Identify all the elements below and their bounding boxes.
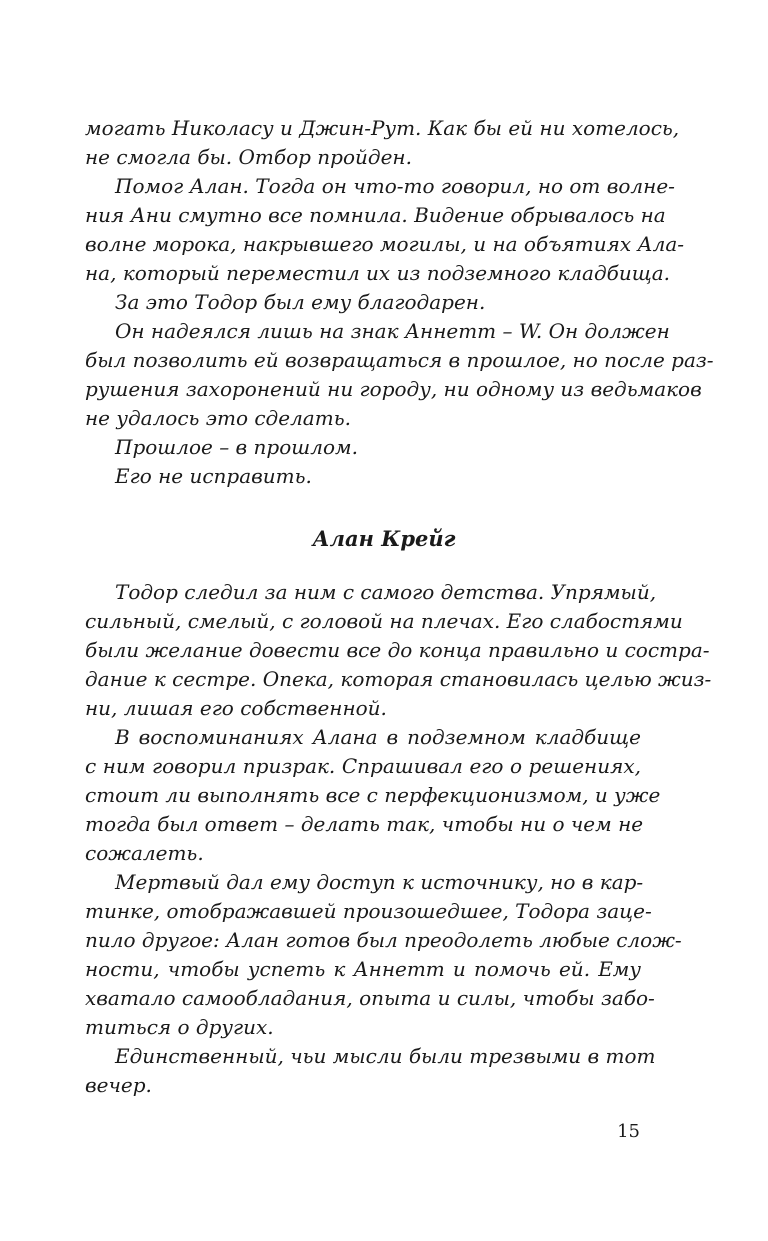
text-line: Он надеялся лишь на знак Аннетт – W. Он должен: [115, 319, 670, 343]
text-line: Прошлое – в прошлом.: [115, 435, 358, 459]
text-line: Помог Алан. Тогда он что-то говорил, но от волне-: [115, 174, 675, 198]
text-line: сожалеть.: [85, 841, 204, 865]
text-line: Его не исправить.: [115, 464, 312, 488]
text-line: дание к сестре. Опека, которая становилась целью жиз-: [85, 667, 712, 691]
text-line: был позволить ей возвращаться в прошлое, но после раз-: [85, 348, 714, 372]
text-line: Тодор следил за ним с самого детства. Упрямый,: [115, 580, 657, 604]
text-line: тинке, отображавшей произошедшее, Тодора зацe-: [85, 899, 652, 923]
text-line: ния Ани смутно все помнила. Видение обрывалось на: [85, 203, 666, 227]
text-line: Единственный, чьи мысли были трезвыми в тот: [115, 1044, 656, 1068]
chapter-heading: Алан Крейг: [312, 526, 456, 551]
text-line: рушения захоронений ни городу, ни одному из ведьмаков: [85, 377, 702, 401]
page-number: 15: [617, 1121, 640, 1142]
text-line: были желание довести все до конца правильно и сострa-: [85, 638, 710, 662]
text-line: титься о других.: [85, 1015, 274, 1039]
text-line: с ним говорил призрак. Спрашивал его о решениях,: [85, 754, 641, 778]
text-line: сильный, смелый, с головой на плечах. Его слабостями: [85, 609, 683, 633]
text-line: волне морока, накрывшего могилы, и на объятиях Ала-: [85, 232, 685, 256]
text-line: не смогла бы. Отбор пройден.: [85, 145, 412, 169]
text-line: В воспоминаниях Алана в подземном кладбище: [115, 725, 641, 749]
text-line: пило другое: Алан готов был преодолеть любые слож-: [85, 928, 682, 952]
text-line: стоит ли выполнять все с перфекционизмом, и уже: [85, 783, 661, 807]
text-line: хватало самообладания, опыта и силы, чтобы забо-: [85, 986, 655, 1010]
text-line: ности, чтобы успеть к Аннетт и помочь ей. Ему: [85, 957, 641, 981]
text-line: ни, лишая его собственной.: [85, 696, 387, 720]
text-line: Мертвый дал ему доступ к источнику, но в кар-: [115, 870, 644, 894]
text-line: могать Николасу и Джин-Рут. Как бы ей ни хотелось,: [85, 116, 680, 140]
text-line: на, который переместил их из подземного кладбища.: [85, 261, 671, 285]
text-line: За это Тодор был ему благодарен.: [115, 290, 486, 314]
text-line: тогда был ответ – делать так, чтобы ни о чем не: [85, 812, 644, 836]
text-line: не удалось это сделать.: [85, 406, 351, 430]
text-line: вечер.: [85, 1073, 152, 1097]
